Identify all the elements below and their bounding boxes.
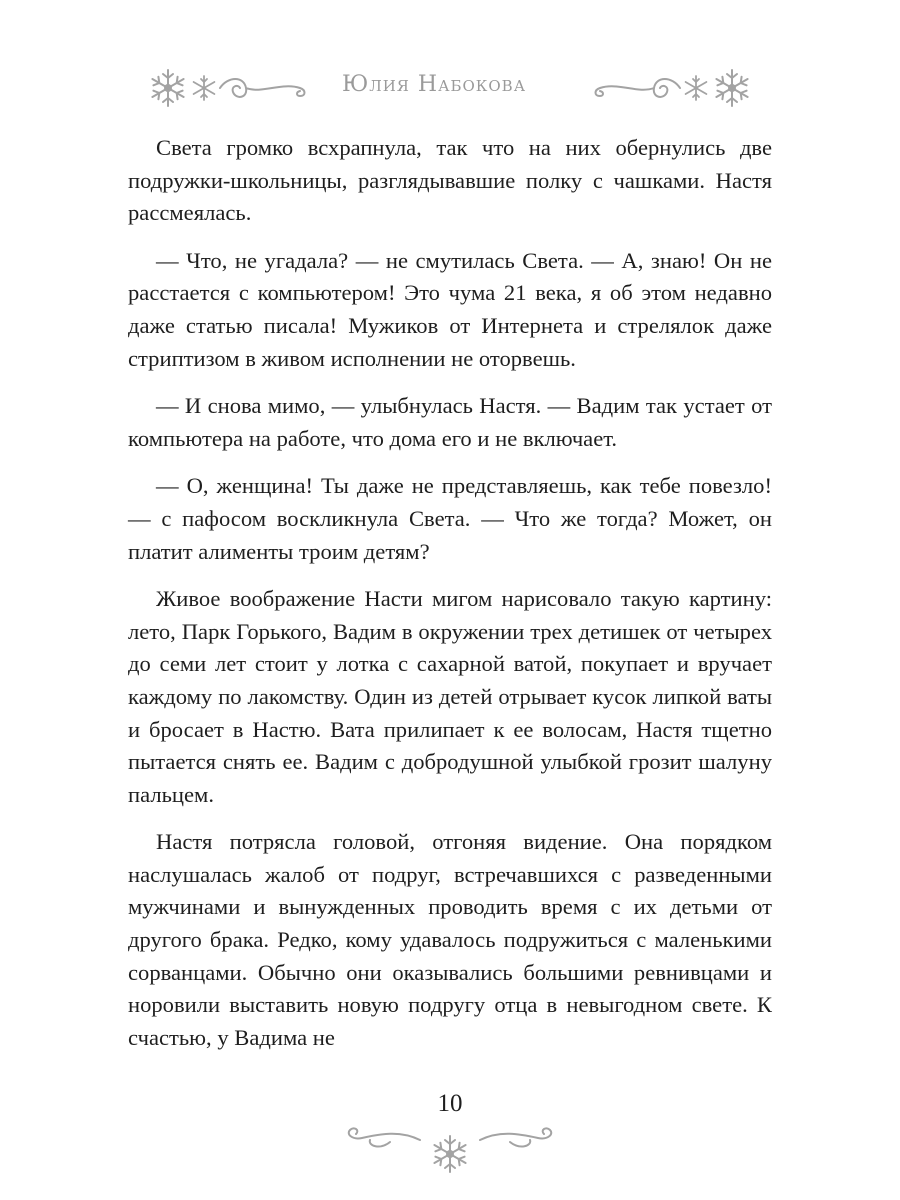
- body-text: [128, 132, 772, 1069]
- paragraph: — И снова мимо, — улыбнулась Настя. — Вадим так устает от компьютера на работе, что дома его и не включает.: [128, 393, 772, 451]
- running-header: [0, 58, 900, 118]
- paragraph: Живое воображение Насти мигом нарисовало такую картину: лето, Парк Горького, Вадим в окружении трех детишек от четырех до семи лет стоит у лотка с сахарной ватой, покупает и вручает каждому по лакомству. Один из детей отрывает кусок липкой ваты и бросает в Настю. Вата прилипает к ее волосам, Настя тщетно пытается снять ее. Вадим с добродушной улыбкой грозит шалуну пальцем.: [128, 586, 772, 807]
- paragraph: — Что, не угадала? — не смутилась Света. — А, знаю! Он не расстается с компьютером! Это чума 21 века, я об этом недавно даже статью писала! Мужиков от Интернета и стрелялок даже стриптизом в живом исполнении не оторвешь.: [128, 247, 772, 371]
- paragraph: — О, женщина! Ты даже не представляешь, как тебе повезло! — с пафосом воскликнула Света. — Что же тогда? Может, он платит алименты троим детям?: [128, 473, 772, 564]
- author-name: Юлия Набокова: [341, 72, 527, 97]
- paragraph: Света громко всхрапнула, так что на них обернулись две подружки-школьницы, разглядывавшие полку с чашками. Настя рассмеялась.: [128, 135, 772, 226]
- page-footer: [0, 1090, 900, 1200]
- paragraph: Настя потрясла головой, отгоняя видение. Она порядком наслушалась жалоб от подруг, встречавшихся с разведенными мужчинами и вынужденных проводить время с их детьми от другого брака. Редко, кому удавалось подружиться с маленькими сорванцами. Обычно они оказывались большими ревнивцами и норовили выставить новую подругу отца в невыгодном свете. К счастью, у Вадима не: [128, 829, 772, 1050]
- footer-ornament: [0, 1120, 900, 1190]
- page-number: 10: [437, 1090, 463, 1117]
